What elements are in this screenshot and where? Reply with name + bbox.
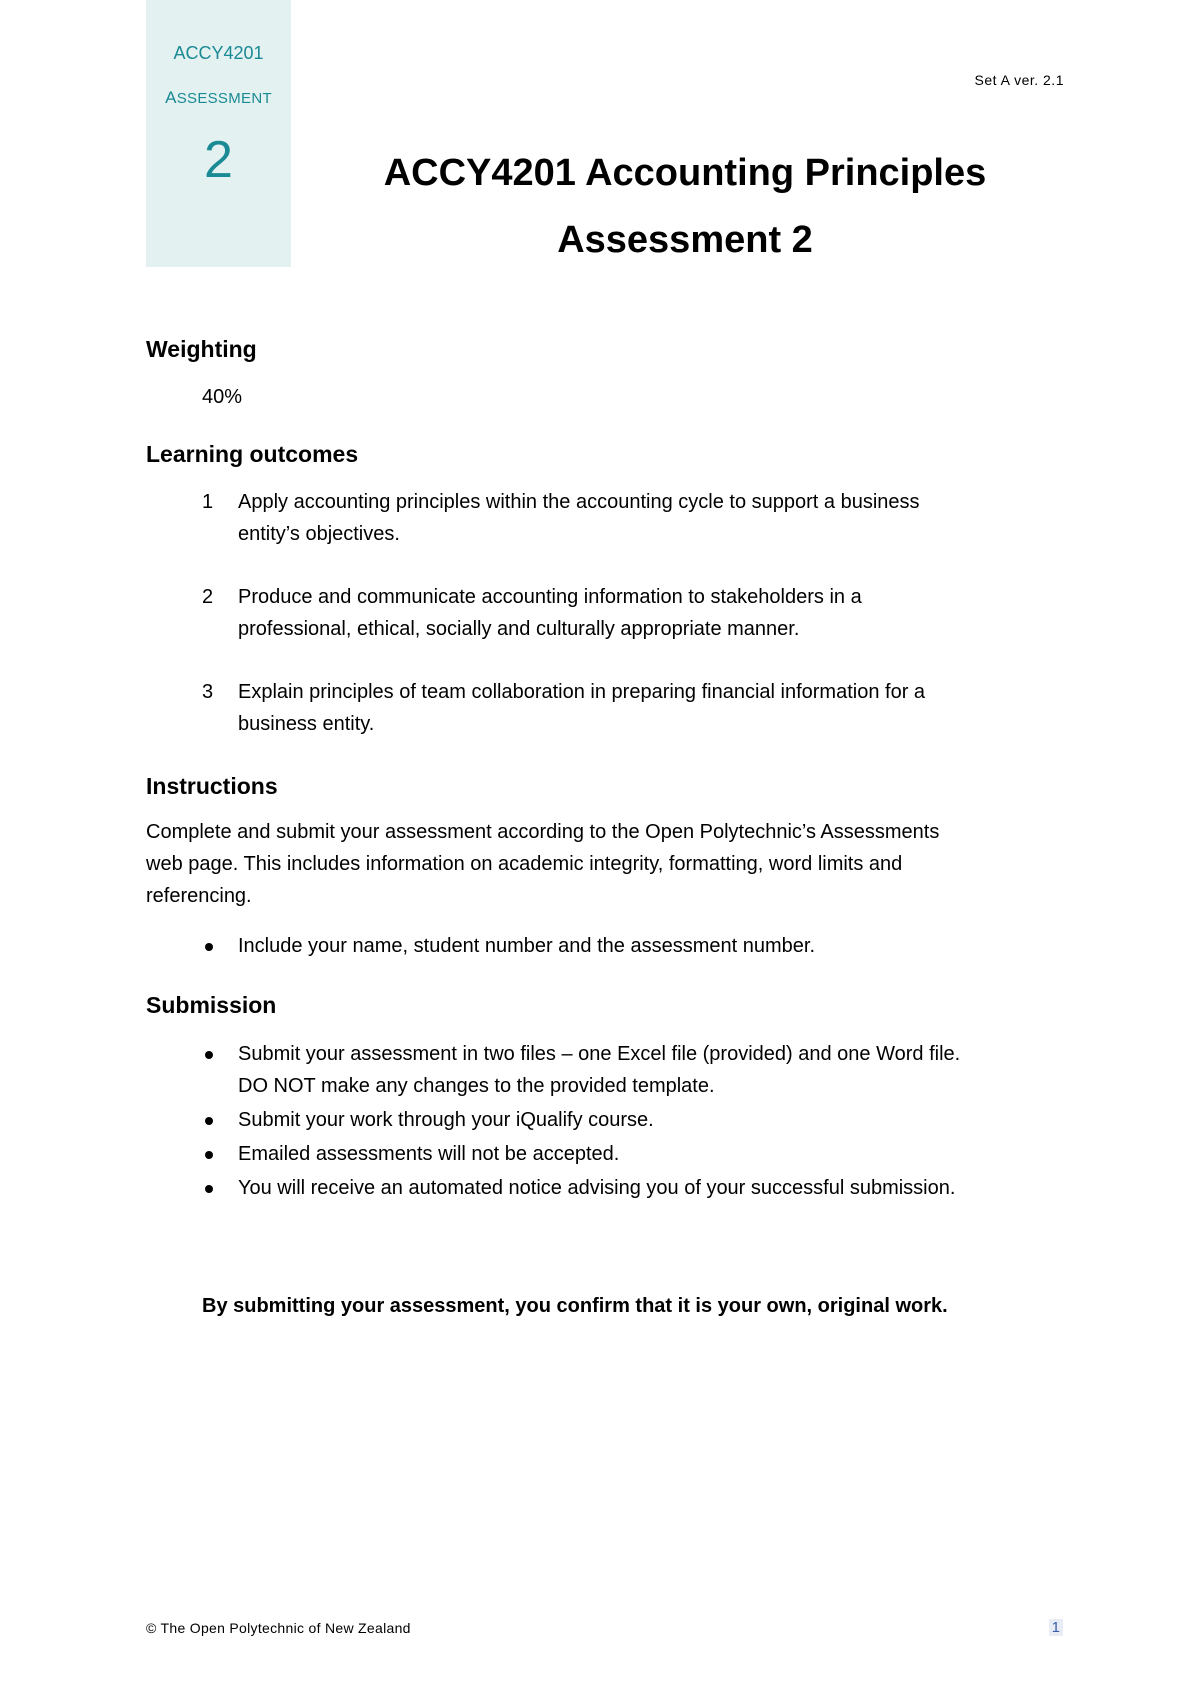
submission-bullet: Emailed assessments will not be accepted. (238, 1143, 620, 1165)
course-code: ACCY4201 (173, 43, 264, 63)
bullet-icon (205, 1151, 213, 1159)
outcome-text: entity’s objectives. (238, 523, 400, 545)
weighting-value: 40% (202, 386, 243, 408)
instructions-bullet: Include your name, student number and the assessment number. (238, 935, 816, 957)
page-subtitle: Assessment 2 (557, 219, 813, 261)
submission-bullet: You will receive an automated notice advising you of your successful submission. (238, 1177, 956, 1199)
closing-statement: By submitting your assessment, you confirm that it is your own, original work. (202, 1295, 948, 1317)
bullet-icon (205, 943, 213, 951)
outcome-number: 1 (202, 491, 214, 513)
weighting-heading: Weighting (146, 336, 257, 362)
assessment-tab (146, 0, 291, 267)
outcome-text: Produce and communicate accounting information to stakeholders in a (238, 586, 862, 608)
instructions-text: web page. This includes information on academic integrity, formatting, word limits and (146, 853, 903, 875)
instructions-text: referencing. (146, 885, 252, 907)
set-version: Set A ver. 2.1 (974, 72, 1064, 88)
submission-bullet: Submit your assessment in two files – one Excel file (provided) and one Word file. (238, 1043, 961, 1065)
outcome-number: 3 (202, 681, 214, 703)
learning-outcomes-heading: Learning outcomes (146, 441, 359, 467)
bullet-icon (205, 1051, 213, 1059)
bullet-icon (205, 1117, 213, 1125)
submission-bullet: Submit your work through your iQualify course. (238, 1109, 654, 1131)
instructions-heading: Instructions (146, 773, 278, 799)
assessment-number: 2 (204, 131, 233, 189)
outcome-text: professional, ethical, socially and culturally appropriate manner. (238, 618, 800, 640)
instructions-text: Complete and submit your assessment according to the Open Polytechnic’s Assessments (146, 821, 940, 843)
outcome-text: Explain principles of team collaboration in preparing financial information for a (238, 681, 926, 703)
outcome-number: 2 (202, 586, 214, 608)
assessment-label: ASSESSMENT (165, 88, 272, 107)
bullet-icon (205, 1185, 213, 1193)
outcome-text: business entity. (238, 713, 375, 735)
outcome-text: Apply accounting principles within the accounting cycle to support a business (238, 491, 920, 513)
submission-heading: Submission (146, 992, 277, 1018)
submission-bullet: DO NOT make any changes to the provided template. (238, 1075, 715, 1097)
page-title: ACCY4201 Accounting Principles (383, 152, 987, 194)
footer-copyright: © The Open Polytechnic of New Zealand (146, 1620, 411, 1636)
page-number: 1 (1049, 1619, 1063, 1636)
